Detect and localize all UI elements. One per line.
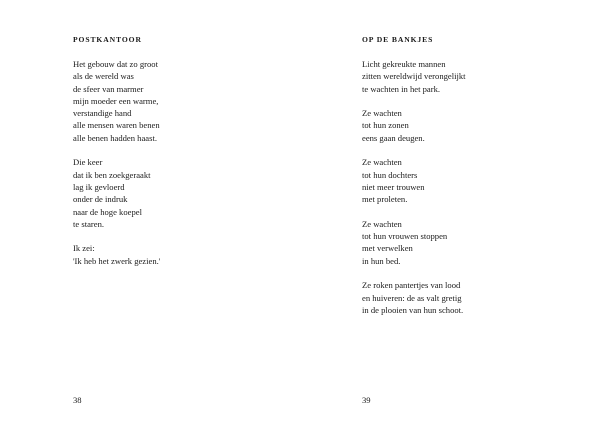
- poem-line: verstandige hand: [73, 108, 132, 119]
- poem-line: mijn moeder een warme,: [73, 95, 159, 106]
- poem-line: Het gebouw dat zo groot: [73, 59, 158, 69]
- page-number: 39: [362, 395, 371, 405]
- poem-line: als de wereld was: [73, 71, 134, 82]
- poem-line: niet meer trouwen: [362, 181, 425, 192]
- poem-line: en huiveren: de as valt gretig: [362, 292, 462, 303]
- poem-line: dat ik ben zoekgeraakt: [73, 169, 151, 180]
- poem-line: onder de indruk: [73, 194, 128, 205]
- poem-line: zitten wereldwijd verongelijkt: [362, 71, 466, 82]
- poem-line: de sfeer van marmer: [73, 83, 144, 94]
- poem-line: te wachten in het park.: [362, 83, 441, 94]
- poem-line: in hun bed.: [362, 255, 401, 266]
- poem-body: [362, 58, 466, 329]
- right-page: [300, 0, 600, 432]
- stanza: [73, 156, 160, 230]
- stanza: [73, 58, 160, 144]
- poem-line: Ze roken pantertjes van lood: [362, 280, 461, 291]
- poem-line: alle mensen waren benen: [73, 120, 160, 131]
- poem-line: tot hun dochters: [362, 169, 418, 180]
- poem-line: in de plooien van hun schoot.: [362, 304, 464, 315]
- poem-line: eens gaan deugen.: [362, 132, 425, 143]
- poem-line: alle benen hadden haast.: [73, 132, 157, 143]
- poem-line: met verwelken: [362, 243, 413, 254]
- stanza: [362, 58, 466, 95]
- page-number: 38: [73, 395, 82, 405]
- stanza: [362, 218, 466, 267]
- poem-line: Licht gekreukte mannen: [362, 59, 446, 69]
- poem-line: naar de hoge koepel: [73, 206, 142, 217]
- poem-line: Ik zei:: [73, 243, 95, 254]
- poem-line: 'Ik heb het zwerk gezien.': [73, 255, 161, 266]
- poem-line: te staren.: [73, 218, 105, 229]
- poem-title: OP DE BANKJES: [362, 35, 434, 44]
- poem-body: [73, 58, 160, 279]
- stanza: [362, 107, 466, 144]
- poem-line: lag ik gevloerd: [73, 181, 125, 192]
- poem-line: Die keer: [73, 157, 103, 168]
- poem-line: met proleten.: [362, 194, 408, 205]
- poem-line: tot hun vrouwen stoppen: [362, 231, 448, 242]
- stanza: [73, 242, 160, 267]
- poem-line: Ze wachten: [362, 218, 402, 229]
- stanza: [362, 156, 466, 205]
- poem-line: Ze wachten: [362, 157, 402, 168]
- poem-line: Ze wachten: [362, 108, 402, 119]
- poem-line: tot hun zonen: [362, 120, 409, 131]
- stanza: [362, 279, 466, 316]
- poem-title: POSTKANTOOR: [73, 35, 142, 44]
